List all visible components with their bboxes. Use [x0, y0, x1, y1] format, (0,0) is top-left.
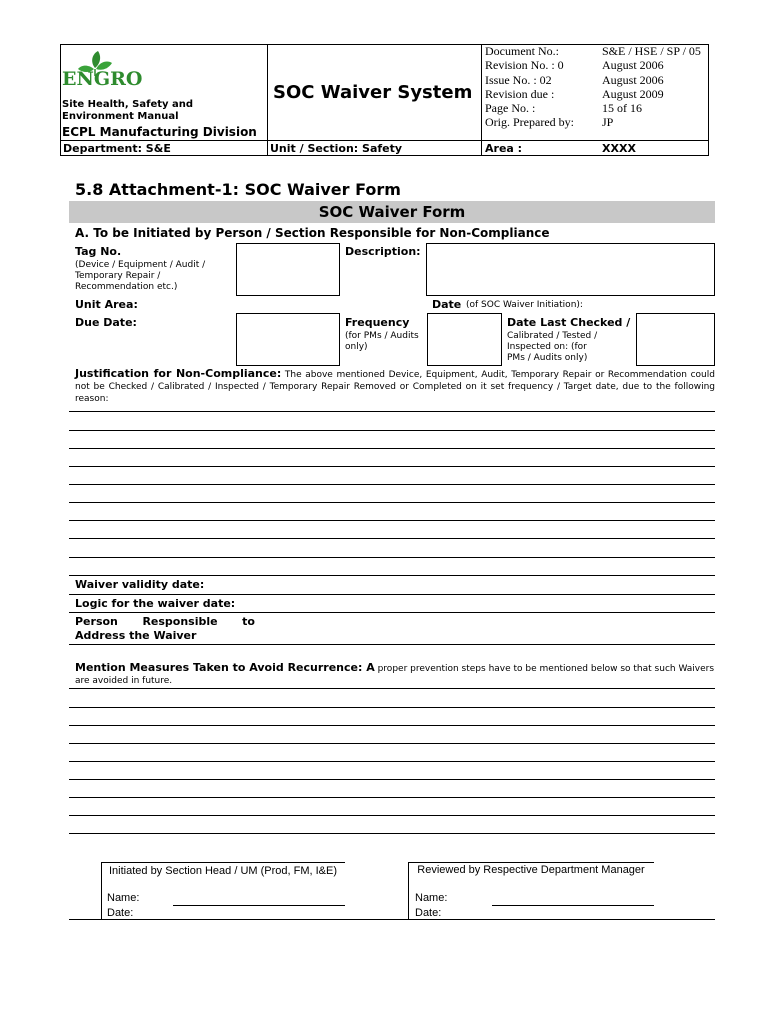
form-banner	[69, 201, 715, 223]
writing-line[interactable]	[69, 797, 715, 798]
writing-line[interactable]	[69, 688, 715, 689]
unit-area-label: Unit Area:	[75, 298, 138, 311]
description-field[interactable]	[426, 243, 715, 296]
frequency-note: (for PMs / Audits only)	[345, 331, 419, 352]
reviewed-by-label: Reviewed by Respective Department Manager	[417, 864, 645, 876]
reviewed-signature-line	[408, 862, 654, 863]
writing-line[interactable]	[69, 466, 715, 467]
writing-line[interactable]	[69, 833, 715, 834]
tag-no-label: Tag No.	[75, 245, 122, 258]
writing-line[interactable]	[69, 502, 715, 503]
writing-line[interactable]	[69, 644, 715, 645]
date-last-checked-field[interactable]	[636, 313, 715, 366]
signoff-border	[408, 862, 409, 920]
date-last-checked-label: Date Last Checked /	[507, 316, 631, 329]
waiver-logic-label: Logic for the waiver date:	[75, 597, 236, 610]
writing-line[interactable]	[69, 761, 715, 762]
manual-title: Site Health, Safety and Environment Manual	[62, 99, 194, 122]
doc-info-labels	[485, 44, 574, 130]
writing-line[interactable]	[69, 430, 715, 431]
doc-value: August 2006	[602, 72, 664, 87]
justification-label: Justification for Non-Compliance:	[75, 367, 282, 380]
date-note: (of SOC Waiver Initiation):	[466, 300, 583, 310]
doc-label: Page No. :	[485, 101, 536, 116]
initiated-by-label: Initiated by Section Head / UM (Prod, FM, I&E)	[108, 865, 338, 877]
frequency-label: Frequency	[345, 316, 410, 329]
writing-line[interactable]	[69, 779, 715, 780]
writing-line[interactable]	[69, 612, 715, 613]
tag-no-field[interactable]	[236, 243, 340, 296]
writing-line[interactable]	[69, 815, 715, 816]
tag-no-note: (Device / Equipment / Audit / Temporary Repair / Recommendation etc.)	[75, 260, 206, 292]
department-label: Department: S&E	[63, 142, 171, 155]
unit-section-label: Unit / Section: Safety	[270, 142, 403, 155]
doc-label: Document No.:	[485, 44, 559, 58]
due-date-label: Due Date:	[75, 316, 137, 329]
form-bottom-line	[69, 919, 715, 920]
measures-label: Mention Measures Taken to Avoid Recurrence: A	[75, 661, 375, 674]
initiated-date-label: Date:	[107, 907, 134, 919]
engro-logo	[62, 48, 142, 98]
header-divider	[60, 140, 709, 141]
writing-line[interactable]	[69, 594, 715, 595]
description-label: Description:	[345, 245, 421, 258]
doc-value: August 2009	[602, 86, 664, 101]
system-title: SOC Waiver System	[273, 82, 473, 103]
doc-value: 15 of 16	[602, 101, 642, 116]
writing-line[interactable]	[69, 484, 715, 485]
reviewed-name-label: Name:	[415, 892, 448, 904]
reviewed-name-line[interactable]	[492, 905, 654, 906]
doc-label: Revision due :	[485, 86, 555, 101]
writing-line[interactable]	[69, 538, 715, 539]
form-banner-title: SOC Waiver Form	[318, 203, 466, 221]
date-last-checked-note: Calibrated / Tested / Inspected on: (for PMs / Audits only)	[507, 331, 598, 363]
doc-info-values	[602, 44, 701, 130]
logo-wordmark: ENGRO	[62, 68, 143, 90]
doc-value: August 2006	[602, 58, 664, 73]
writing-line[interactable]	[69, 743, 715, 744]
doc-value: S&E / HSE / SP / 05	[602, 44, 701, 58]
area-value: XXXX	[602, 142, 636, 155]
person-responsible-label: Person Responsible to Address the Waiver	[75, 615, 255, 642]
writing-line[interactable]	[69, 448, 715, 449]
doc-value: JP	[602, 115, 614, 130]
writing-line[interactable]	[69, 725, 715, 726]
date-label: Date	[432, 298, 462, 311]
writing-line[interactable]	[69, 575, 715, 576]
part-a-heading: A. To be Initiated by Person / Section Responsible for Non-Compliance	[75, 226, 550, 240]
signoff-border	[101, 862, 102, 920]
measures-text: proper prevention steps have to be mentioned below so that such Waivers are avoided in future.	[75, 664, 715, 686]
reviewed-date-label: Date:	[415, 907, 442, 919]
doc-label: Orig. Prepared by:	[485, 115, 574, 130]
due-date-field[interactable]	[236, 313, 340, 366]
initiated-name-line[interactable]	[173, 905, 345, 906]
frequency-field[interactable]	[427, 313, 502, 366]
writing-line[interactable]	[69, 707, 715, 708]
measures-block	[75, 662, 715, 687]
writing-line[interactable]	[69, 557, 715, 558]
section-title: 5.8 Attachment-1: SOC Waiver Form	[75, 180, 401, 199]
waiver-validity-label: Waiver validity date:	[75, 578, 205, 591]
initiated-signature-line	[101, 862, 345, 863]
justification-text: The above mentioned Device, Equipment, Audit, Temporary Repair or Recommendation could not be Checked / Calibrated / Inspected / Temporary Repair Removed or Completed on it set frequency / Target date, due to the following reason:	[75, 370, 715, 404]
doc-label: Issue No. : 02	[485, 72, 552, 87]
writing-line[interactable]	[69, 520, 715, 521]
justification-block	[75, 368, 715, 405]
area-label: Area :	[485, 142, 523, 155]
doc-label: Revision No. : 0	[485, 58, 564, 73]
division-label: ECPL Manufacturing Division	[62, 125, 257, 139]
writing-line[interactable]	[69, 411, 715, 412]
initiated-name-label: Name:	[107, 892, 140, 904]
